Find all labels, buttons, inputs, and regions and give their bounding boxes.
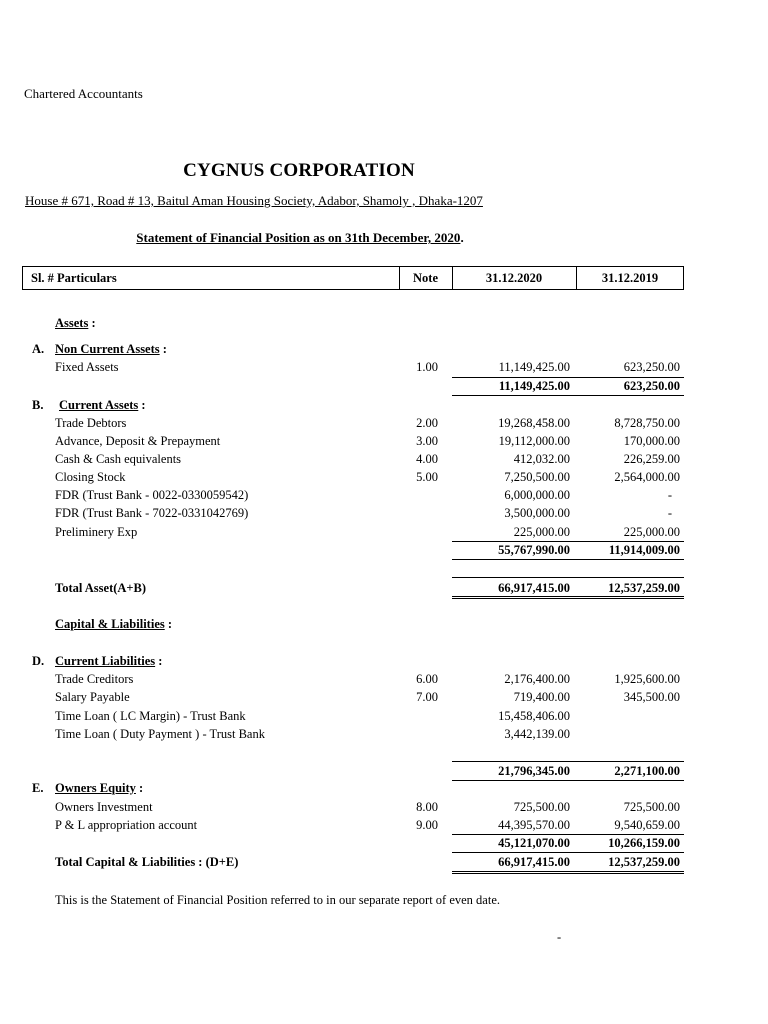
row-label: Time Loan ( Duty Payment ) - Trust Bank (55, 727, 265, 741)
total-capital-label: Total Capital & Liabilities : (D+E) (55, 855, 239, 869)
row-note: 6.00 (416, 672, 438, 686)
owners-equity-title-suffix: : (135, 781, 144, 795)
header-2019: 31.12.2019 (601, 271, 659, 285)
row-value-2019: - (667, 488, 672, 502)
subtotal-2019: 11,914,009.00 (608, 543, 680, 557)
row-label: Salary Payable (55, 690, 130, 704)
current-liabilities-title (55, 652, 162, 670)
row-value-2019: 8,728,750.00 (614, 416, 680, 430)
row-label: Time Loan ( LC Margin) - Trust Bank (55, 709, 246, 723)
capital-heading-suffix: : (164, 617, 173, 631)
subtotal-2020: 21,796,345.00 (498, 764, 570, 778)
row-value-2020: 2,176,400.00 (504, 672, 570, 686)
subtotal-2019: 623,250.00 (623, 379, 680, 393)
statement-title-text: Statement of Financial Position as on 31th December, 2020 (136, 230, 461, 245)
row-label: Closing Stock (55, 470, 126, 484)
current-assets-title-text: Current Assets (59, 398, 139, 412)
subtotal-underline (452, 559, 684, 560)
current-liabilities-title-suffix: : (155, 654, 163, 668)
row-label: FDR (Trust Bank - 0022-0330059542) (55, 488, 249, 502)
row-value-2020: 225,000.00 (513, 525, 570, 539)
total-line (452, 577, 684, 578)
row-label: Trade Creditors (55, 672, 134, 686)
total-capital-2020: 66,917,415.00 (498, 855, 570, 869)
row-label: P & L appropriation account (55, 818, 198, 832)
row-note: 1.00 (416, 360, 438, 374)
non-current-assets-title (55, 340, 167, 358)
row-note: 3.00 (416, 434, 438, 448)
footer-note: This is the Statement of Financial Position referred to in our separate report of even date. (55, 893, 501, 907)
row-value-2019: 170,000.00 (623, 434, 680, 448)
row-value-2019: 2,564,000.00 (614, 470, 680, 484)
section-letter-b: B. (32, 398, 44, 412)
row-value-2020: 19,268,458.00 (498, 416, 570, 430)
row-note: 4.00 (416, 452, 438, 466)
row-note: 9.00 (416, 818, 438, 832)
header-sl: Sl. # (31, 271, 54, 285)
row-label: Preliminery Exp (55, 525, 138, 539)
row-value-2019: 725,500.00 (623, 800, 680, 814)
company-address: House # 671, Road # 13, Baitul Aman Housing Society, Adabor, Shamoly , Dhaka-1207 (25, 193, 483, 208)
row-value-2019: 225,000.00 (623, 525, 680, 539)
assets-heading (55, 314, 96, 332)
row-value-2020: 19,112,000.00 (498, 434, 570, 448)
subtotal-2020: 11,149,425.00 (498, 379, 570, 393)
row-value-2020: 725,500.00 (513, 800, 570, 814)
capital-heading-text: Capital & Liabilities (55, 617, 165, 631)
row-value-2020: 719,400.00 (513, 690, 570, 704)
row-value-2019: 226,259.00 (623, 452, 680, 466)
non-current-assets-title-text: Non Current Assets (55, 342, 160, 356)
table-header (22, 266, 684, 290)
row-value-2020: 6,000,000.00 (504, 488, 570, 502)
total-assets-label: Total Asset(A+B) (55, 581, 147, 595)
row-note: 2.00 (416, 416, 438, 430)
assets-heading-text: Assets (55, 316, 89, 330)
subtotal-underline (452, 395, 684, 396)
row-value-2020: 412,032.00 (513, 452, 570, 466)
row-value-2019: 345,500.00 (623, 690, 680, 704)
current-assets-title-suffix: : (138, 398, 146, 412)
firm-name: Chartered Accountants (24, 86, 143, 101)
total-double-underline (452, 596, 684, 599)
section-letter-a: A. (32, 342, 45, 356)
row-label: Trade Debtors (55, 416, 127, 430)
subtotal-2020: 55,767,990.00 (498, 543, 570, 557)
capital-heading (55, 615, 172, 633)
statement-title-suffix: . (460, 230, 464, 245)
row-label: Cash & Cash equivalents (55, 452, 182, 466)
total-capital-2019: 12,537,259.00 (608, 855, 680, 869)
subtotal-2019: 10,266,159.00 (608, 836, 680, 850)
section-letter-e: E. (32, 781, 44, 795)
row-label: Advance, Deposit & Prepayment (55, 434, 221, 448)
row-label: Owners Investment (55, 800, 153, 814)
row-value-2019: 9,540,659.00 (614, 818, 680, 832)
row-value-2019: - (667, 506, 672, 520)
row-value-2020: 7,250,500.00 (504, 470, 570, 484)
current-liabilities-title-text: Current Liabilities (55, 654, 156, 668)
header-particulars: Particulars (57, 271, 117, 285)
row-label: Fixed Assets (55, 360, 119, 374)
footer-mark: - (557, 930, 562, 944)
row-value-2020: 11,149,425.00 (498, 360, 570, 374)
subtotal-underline (452, 780, 684, 781)
row-value-2020: 15,458,406.00 (498, 709, 570, 723)
row-note: 8.00 (416, 800, 438, 814)
row-value-2020: 44,395,570.00 (498, 818, 570, 832)
section-letter-d: D. (32, 654, 45, 668)
header-2020: 31.12.2020 (485, 271, 543, 285)
total-assets-2020: 66,917,415.00 (498, 581, 570, 595)
row-note: 5.00 (416, 470, 438, 484)
row-value-2019: 623,250.00 (623, 360, 680, 374)
assets-heading-suffix: : (88, 316, 96, 330)
statement-title (0, 230, 600, 246)
row-value-2020: 3,500,000.00 (504, 506, 570, 520)
row-value-2020: 3,442,139.00 (504, 727, 570, 741)
owners-equity-title-text: Owners Equity (55, 781, 136, 795)
owners-equity-title (55, 779, 143, 797)
current-assets-title (59, 396, 146, 414)
row-note: 7.00 (416, 690, 438, 704)
header-note: Note (413, 271, 438, 285)
company-name: CYGNUS CORPORATION (183, 160, 415, 181)
total-double-underline (452, 871, 684, 874)
row-value-2019: 1,925,600.00 (614, 672, 680, 686)
subtotal-2019: 2,271,100.00 (614, 764, 680, 778)
total-assets-2019: 12,537,259.00 (608, 581, 680, 595)
non-current-assets-title-suffix: : (159, 342, 167, 356)
subtotal-2020: 45,121,070.00 (498, 836, 570, 850)
row-label: FDR (Trust Bank - 7022-0331042769) (55, 506, 249, 520)
